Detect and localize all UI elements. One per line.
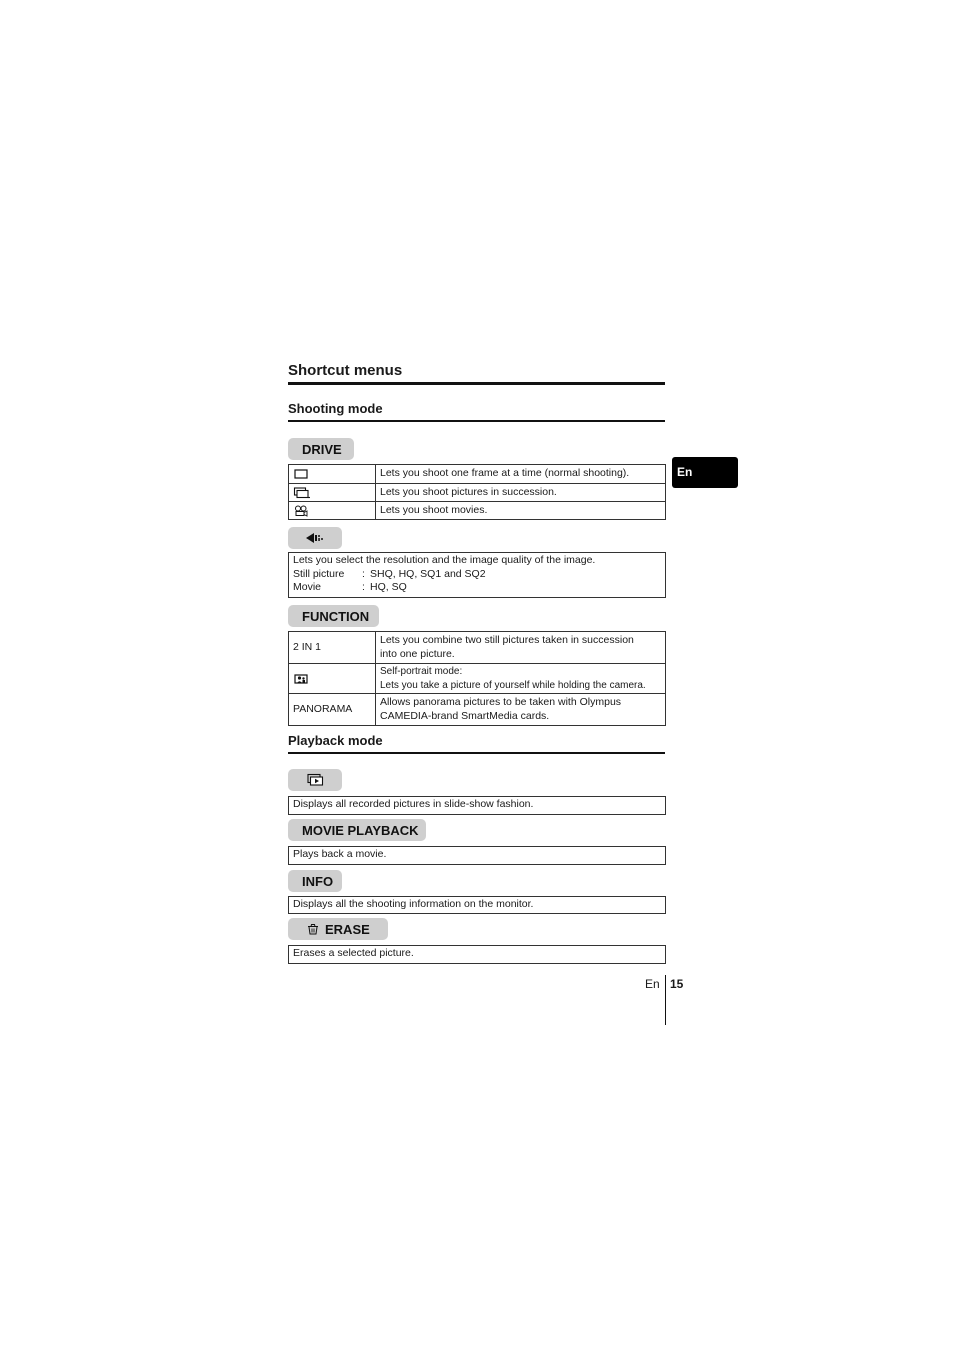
drive-sequential-text: Lets you shoot pictures in succession. [376, 484, 666, 502]
function-2in1-label: 2 IN 1 [289, 632, 376, 664]
footer-divider [665, 975, 666, 1025]
table-row [289, 465, 666, 484]
table-row: PANORAMA Allows panorama pictures to be taken with Olympus CAMEDIA-brand SmartMedia cards. [289, 694, 666, 726]
image-quality-box [288, 552, 666, 598]
sequential-shooting-icon [293, 487, 371, 499]
drive-movie-text: Lets you shoot movies. [376, 502, 666, 520]
playback-mode-rule [288, 752, 665, 754]
image-quality-icon [304, 531, 326, 545]
image-quality-description: Lets you select the resolution and the image quality of the image. [293, 554, 596, 566]
self-portrait-icon [293, 673, 371, 685]
erase-label-text: ERASE [325, 921, 370, 937]
info-text: Displays all the shooting information on the monitor. [288, 896, 666, 914]
table-row [289, 502, 666, 520]
drive-single-text: Lets you shoot one frame at a time (normal shooting). [376, 465, 666, 484]
function-table [288, 631, 666, 726]
shooting-mode-rule [288, 420, 665, 422]
info-label-text: INFO [302, 873, 334, 889]
list-item: Still picture : SHQ, HQ, SQ1 and SQ2 [293, 567, 486, 580]
page-title: Shortcut menus [288, 362, 403, 379]
drive-label [288, 438, 354, 460]
title-rule [288, 382, 665, 385]
page-number: 15 [670, 977, 684, 991]
slideshow-text: Displays all recorded pictures in slide-show fashion. [288, 796, 666, 815]
function-label-text: FUNCTION [302, 608, 370, 624]
language-tab: En [672, 457, 738, 488]
movie-playback-label-text: MOVIE PLAYBACK [302, 822, 419, 838]
drive-label-text: DRIVE [302, 441, 342, 457]
table-row: Self-portrait mode: Lets you take a picture of yourself while holding the camera. [289, 664, 666, 694]
trash-icon [288, 923, 325, 935]
movie-camera-icon [293, 505, 371, 517]
single-frame-icon [293, 468, 371, 480]
erase-text: Erases a selected picture. [288, 945, 666, 964]
erase-label [288, 918, 388, 940]
playback-mode-heading: Playback mode [288, 733, 383, 748]
list-item: Movie : HQ, SQ [293, 581, 407, 593]
table-row: 2 IN 1 Lets you combine two still pictures taken in succession into one picture. [289, 632, 666, 664]
drive-table [288, 464, 666, 520]
table-row [289, 484, 666, 502]
function-panorama-label: PANORAMA [289, 694, 376, 726]
footer-language: En [645, 977, 660, 991]
info-label [288, 870, 342, 892]
shooting-mode-heading: Shooting mode [288, 401, 383, 416]
slideshow-label [288, 769, 342, 791]
image-quality-label [288, 527, 342, 549]
function-label [288, 605, 379, 627]
movie-playback-label [288, 819, 426, 841]
slideshow-icon [306, 773, 324, 787]
movie-playback-text: Plays back a movie. [288, 846, 666, 865]
